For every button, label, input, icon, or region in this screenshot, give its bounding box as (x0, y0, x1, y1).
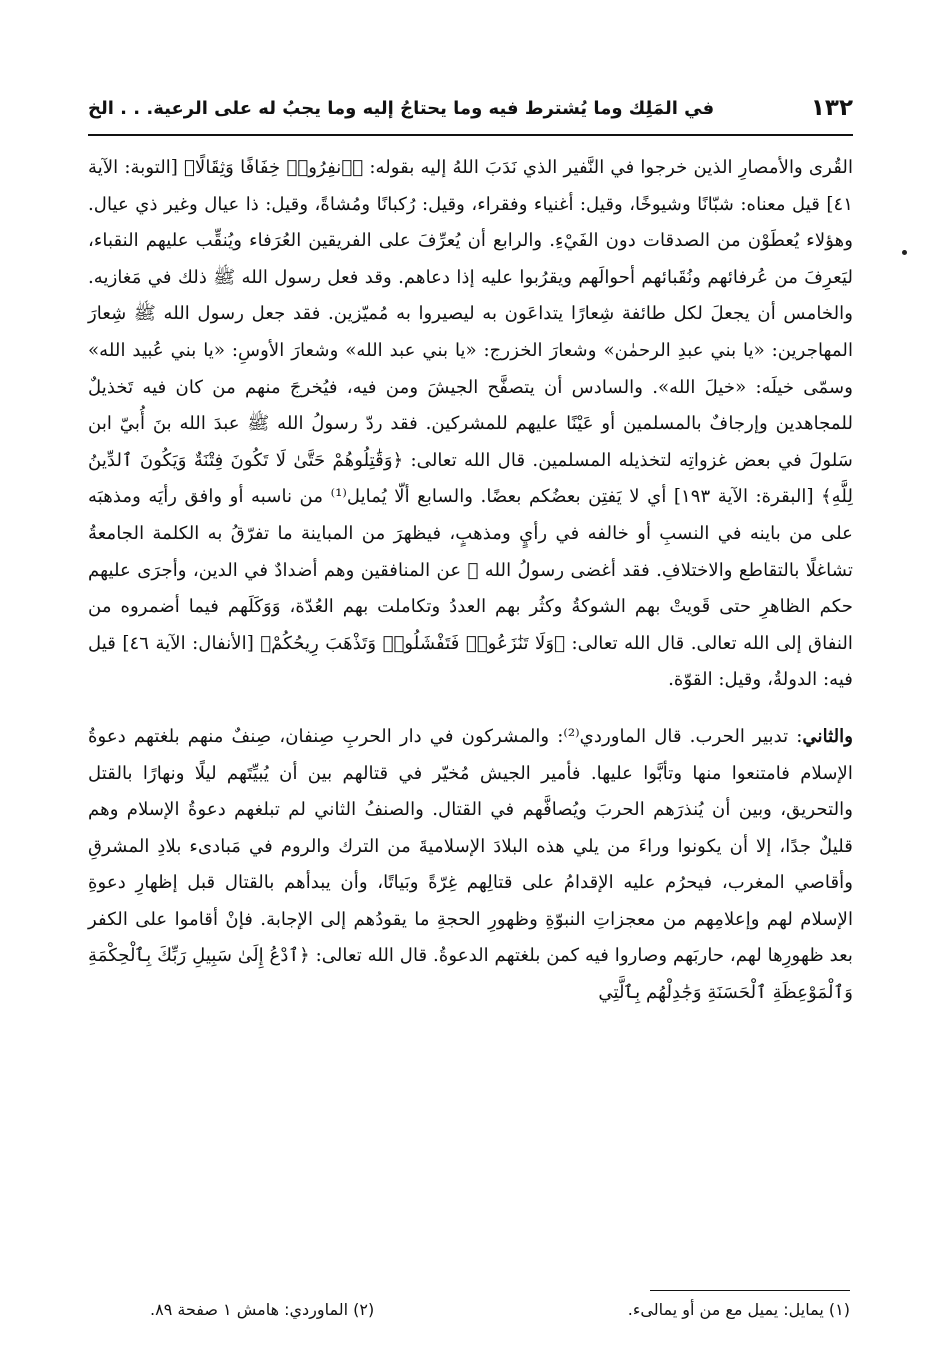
running-title: في المَلِك وما يُشترط فيه وما يحتاجُ إليه وما يجبُ له على الرعية. . . الخ (88, 97, 715, 119)
paragraph-2-text: : تدبير الحرب. قال الماوردي⁽²⁾: والمشركون في دار الحربِ صِنفان، صِنفٌ منهم بلغتهم دعوةُ الإسلام فامتنعوا منها وتأبَّوا عليها. فأمير الجيش مُخيّر في قتالهم بين أن يُبيِّتَهم ليلًا ونهارًا بالقتل والتحريق، وبين أن يُنذرَهم الحربَ ويُصافَّهم في القتال. والصنفُ الثاني لم تبلغهم دعوةُ الإسلام وهم قليلٌ جدًا، إلا أن يكونوا وراءَ من يلي هذه البلادَ الإسلاميةَ من الترك والروم في مَبادىء بلادِ المشرقِ وأقاصي المغرب، فيحرُم عليه الإقدامُ على قتالِهم غِرّةً وبَياتًا، وأن يبدأهم بالقتال قبل إظهارِ دعوةِ الإسلام لهم وإعلامِهم من معجزاتِ النبوّةِ وظهورِ الحجةِ ما يقودُهم إلى الإجابة. فإنْ أقاموا على الكفر بعد ظهورِها لهم، حاربَهم وصاروا فيه كمن بلغتهم الدعوةُ. قال الله تعالى: ﴿ٱدْعُ إِلَىٰ سَبِيلِ رَبِّكَ بِٱلْحِكْمَةِ وَٱلْمَوْعِظَةِ ٱلْحَسَنَةِ وَجَٰدِلْهُم بِٱلَّتِي (88, 725, 853, 1004)
body-text (88, 150, 853, 1012)
page-number: ١٣٢ (810, 95, 853, 121)
footnote-2: (٢) الماوردي: هامش ١ صفحة ٨٩. (150, 1300, 375, 1319)
paragraph-1: القُرى والأمصارِ الذين خرجوا في النَّفير الذي نَدَبَ اللهُ إليه بقوله: ﴿ٱنفِرُوا۟ خِفَافًا وَثِقَالًا﴾ [التوبة: الآية ٤١] قيل معناه: شبّانًا وشيوخًا، وقيل: أغنياء وفقراء، وقيل: رُكبانًا ومُشاةً، وقيل: ذا عيال وغير ذي عيال. وهؤلاء يُعطَوْن من الصدقات دون الفَيْءِ. والرابع أن يُعرِّفَ على الفريقين العُرَفاء ويُنقِّب عليهم النقباء، ليَعرِفَ من عُرفائهم ونُقَبائهم أحوالَهم ويقرُبوا عليه إذا دعاهم. وقد فعل رسول الله ﷺ ذلك في مَغازيه. والخامس أن يجعلَ لكل طائفة شِعارًا يتداعَون به ليصيروا به مُميّزين. فقد جعل رسول الله ﷺ شِعارَ المهاجرين: «يا بني عبدِ الرحمٰن» وشعارَ الخزرج: «يا بني عبد الله» وشعارَ الأوسِ: «يا بني عُبيد الله» وسمّى خيلَه: «خيلَ الله». والسادس أن يتصفَّح الجيشَ ومن فيه، فيُخرجَ منهم من كان فيه تَخذيلٌ للمجاهدين وإرجافٌ بالمسلمين أو عَيْنًا عليهم للمشركين. فقد ردّ رسولُ الله ﷺ عبدَ الله بنَ أُبيّ ابن سَلولَ في بعض غزواتِه لتخذيله المسلمين. قال الله تعالى: ﴿وَقَٰتِلُوهُمْ حَتَّىٰ لَا تَكُونَ فِتْنَةٌ وَيَكُونَ ٱلدِّينُ لِلَّهِ﴾ [البقرة: الآية ١٩٣] أي لا يَفتِن بعضُكم بعضًا. والسابع ألّا يُمايل⁽¹⁾ من ناسبه أو وافق رأيَه ومذهبَه على من باينه في النسبِ أو خالفه في رأيٍ ومذهبٍ، فيظهرَ من المباينة ما تفرّقُ به الكلمة الجامعةُ تشاغلًا بالتقاطع والاختلافِ. فقد أغضى رسولُ الله ﷺ عن المنافقين وهم أضدادٌ في الدين، وأجرَى عليهم حكم الظاهرِ حتى قَويتْ بهم الشوكةُ وكثُر بهم العددُ وتكاملت بهم العُدّة، وَوَكَلَهم فيما أضمروه من النفاق إلى الله تعالى. قال الله تعالى: ﴿وَلَا تَنَٰزَعُوا۟ فَتَفْشَلُوا۟ وَتَذْهَبَ رِيحُكُمْ﴾ [الأنفال: الآية ٤٦] قيل فيه: الدولةُ، وقيل: القوّة. (88, 157, 853, 691)
paragraph-2 (88, 719, 853, 1012)
footnote-1: (١) يمايل: يميل مع من أو يمالىء. (627, 1300, 850, 1319)
footnote-divider (650, 1290, 850, 1291)
footnotes (150, 1298, 850, 1322)
scan-speck (902, 250, 907, 255)
page-header (88, 82, 853, 136)
paragraph-2-lead: والثاني (802, 725, 853, 747)
